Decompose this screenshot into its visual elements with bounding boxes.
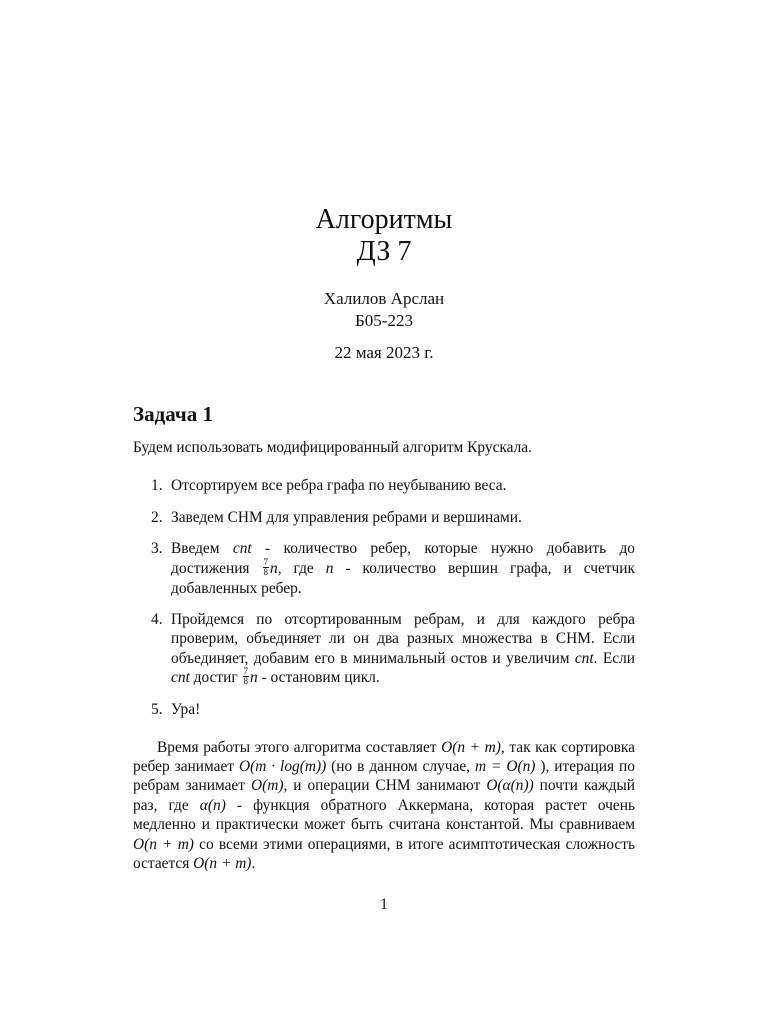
list-item [133,508,635,527]
document-title: Алгоритмы [315,204,453,235]
page-number: 1 [380,896,388,913]
list-item-number: 3. [151,540,163,558]
text-fragment: со всеми этими операциями, в итоге асимптотическая сложность остается [133,835,635,873]
list-item-number: 2. [151,508,163,526]
math-formula: O(n + m) [441,738,501,756]
fraction-denominator: 8 [243,676,249,687]
document-subtitle: ДЗ 7 [356,236,412,267]
text-fragment: Время работы этого алгоритма составляет [157,738,442,756]
section-content [133,438,635,889]
list-item-text: Заведем СНМ для управления ребрами и вершинами. [171,508,522,526]
text-fragment: достиг [189,669,242,687]
math-formula: O(α(n)) [486,777,534,795]
fraction-denominator: 8 [263,566,269,577]
math-variable: cnt [171,669,190,687]
list-item [133,700,635,719]
math-formula: O(m · log(m)) [238,758,327,775]
math-variable: n [325,559,334,577]
text-fragment: - количество ребер, которые нужно добавить до достижения [171,540,635,577]
complexity-paragraph [133,738,635,874]
list-item [133,476,635,495]
math-variable: n [250,669,258,687]
fraction [263,558,270,577]
list-item-number: 4. [151,611,163,628]
text-fragment: . [251,855,256,873]
text-fragment: - функция обратного Аккермана, которая растет очень медленно и практически может быть считана константой. Мы сравниваем [133,796,636,834]
math-variable: cnt [232,540,252,558]
math-variable: n [270,559,278,577]
text-fragment: Введем [171,540,233,558]
math-formula: O(m) [250,777,284,795]
text-fragment: - количество вершин графа, и счетчик добавленных ребер. [171,559,635,597]
author-name: Халилов Арслан [323,289,445,308]
document-date: 22 мая 2023 г. [334,343,434,362]
list-item [133,610,635,688]
fraction [243,667,250,686]
title-block [0,204,768,268]
author-group: Б05-223 [355,311,413,330]
text-fragment: , и операции СНМ занимают [283,777,487,795]
text-fragment: , так как сортировка ребер занимает [133,738,635,775]
list-item-text: Ура! [171,701,201,719]
text-fragment: , где [277,559,326,577]
author-block [0,288,768,332]
text-fragment: ), итерация по ребрам занимает [133,758,635,795]
text-fragment: почти каждый раз, где [133,777,635,814]
list-item-text: Отсортируем все ребра графа по неубыванию веса. [171,477,507,495]
section-intro: Будем использовать модифицированный алгоритм Крускала. [133,439,532,456]
steps-list [133,476,635,719]
math-formula: m = O(n) [474,758,536,775]
math-formula: α(n) [199,796,226,814]
math-formula: O(n + m) [133,835,194,853]
math-formula: O(n + m) [193,855,252,873]
fraction-numerator: 7 [263,556,269,567]
list-item [133,539,635,598]
list-item-number: 1. [151,477,163,495]
list-item-number: 5. [151,701,163,719]
text-fragment: - остановим цикл. [257,669,380,687]
fraction-numerator: 7 [243,666,249,677]
text-fragment: . Если [593,649,635,667]
math-variable: cnt [574,649,594,667]
text-fragment: (но в данном случае, [326,758,475,775]
text-fragment: Пройдемся по отсортированным ребрам, и для каждого ребра проверим, объединяет ли он два разных множества в СНМ. Если объединяет, добавим его в минимальный остов и увеличим [171,611,635,667]
section-title: Задача 1 [133,402,213,426]
